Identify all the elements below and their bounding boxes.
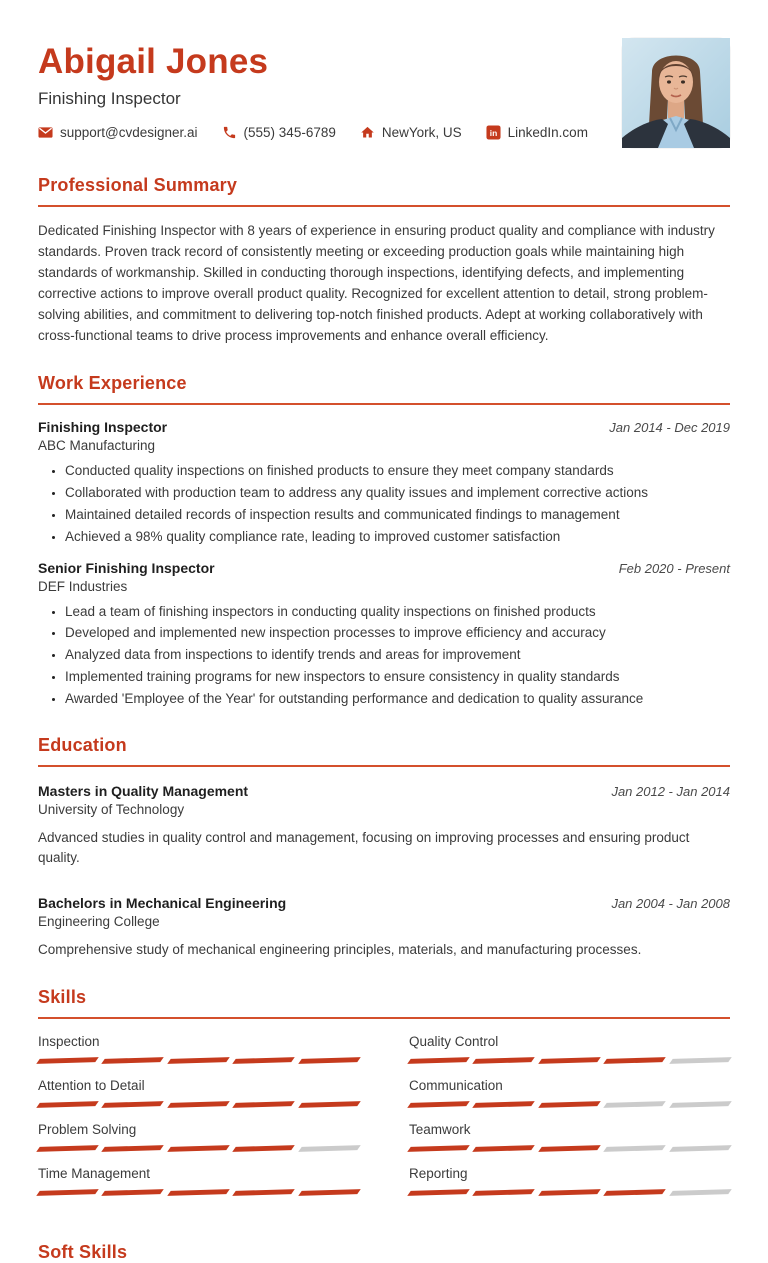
skill-segment-filled bbox=[102, 1058, 165, 1065]
skill-level-bar bbox=[38, 1058, 359, 1063]
section-heading: Professional Summary bbox=[38, 175, 238, 195]
skill-level-bar bbox=[38, 1146, 359, 1151]
skill-segment-filled bbox=[36, 1190, 99, 1197]
job-dates: Jan 2014 - Dec 2019 bbox=[609, 420, 730, 436]
svg-text:in: in bbox=[489, 127, 497, 138]
skill-name: Inspection bbox=[38, 1034, 100, 1050]
skill-level-bar bbox=[38, 1190, 359, 1195]
skill-segment-filled bbox=[473, 1146, 536, 1153]
skill-segment-filled bbox=[298, 1058, 361, 1065]
skill-name: Communication bbox=[409, 1078, 503, 1094]
skill-segment-filled bbox=[36, 1146, 99, 1153]
section-rule bbox=[38, 403, 730, 405]
job-bullet-list bbox=[38, 603, 730, 708]
skill-segment-filled bbox=[167, 1102, 230, 1109]
skill-segment-filled bbox=[603, 1058, 666, 1065]
skill-segment-filled bbox=[407, 1190, 470, 1197]
contact-email[interactable] bbox=[38, 125, 198, 140]
bullet-item: • Lead a team of finishing inspectors in conducting quality inspections on finished products bbox=[65, 603, 730, 621]
skill-segment-empty bbox=[603, 1102, 666, 1109]
linkedin-icon bbox=[486, 125, 501, 140]
skill-segment-filled bbox=[232, 1058, 295, 1065]
email-icon bbox=[38, 125, 53, 140]
contact-row bbox=[38, 125, 588, 140]
skill-item bbox=[409, 1034, 730, 1063]
section-heading: Soft Skills bbox=[38, 1242, 128, 1263]
skill-segment-filled bbox=[232, 1190, 295, 1197]
skill-segment-filled bbox=[232, 1102, 295, 1109]
degree-school: Engineering College bbox=[38, 914, 160, 930]
header-identity bbox=[38, 44, 588, 140]
skill-item bbox=[38, 1122, 359, 1151]
skill-item bbox=[409, 1078, 730, 1107]
skill-segment-filled bbox=[603, 1190, 666, 1197]
skill-name: Problem Solving bbox=[38, 1122, 137, 1138]
skill-name: Time Management bbox=[38, 1166, 151, 1182]
skill-level-bar bbox=[409, 1190, 730, 1195]
skill-name: Quality Control bbox=[409, 1034, 499, 1050]
section-rule bbox=[38, 205, 730, 207]
contact-phone[interactable] bbox=[222, 125, 336, 140]
skill-segment-empty bbox=[298, 1146, 361, 1153]
skill-name: Reporting bbox=[409, 1166, 468, 1182]
skill-segment-filled bbox=[102, 1190, 165, 1197]
skill-item bbox=[38, 1166, 359, 1195]
section-heading: Work Experience bbox=[38, 373, 187, 394]
skill-segment-empty bbox=[669, 1058, 732, 1065]
skill-segment-filled bbox=[298, 1190, 361, 1197]
degree-title: Masters in Quality Management bbox=[38, 782, 249, 799]
skill-segment-filled bbox=[232, 1146, 295, 1153]
skill-segment-filled bbox=[407, 1058, 470, 1065]
contact-location[interactable] bbox=[360, 125, 462, 140]
education-entry bbox=[38, 895, 730, 960]
person-job-title: Finishing Inspector bbox=[38, 88, 181, 108]
bullet-item: • Maintained detailed records of inspection results and communicated findings to management bbox=[65, 506, 730, 524]
skill-segment-empty bbox=[669, 1190, 732, 1197]
skill-segment-filled bbox=[298, 1102, 361, 1109]
section-heading: Education bbox=[38, 734, 127, 755]
degree-description: Comprehensive study of mechanical engineering principles, materials, and manufacturing processes. bbox=[38, 942, 642, 958]
section-skills bbox=[38, 987, 730, 1210]
contact-location-text: NewYork, US bbox=[381, 124, 462, 140]
section-professional-summary bbox=[38, 175, 730, 346]
skill-segment-filled bbox=[167, 1190, 230, 1197]
bullet-item: • Awarded 'Employee of the Year' for outstanding performance and dedication to quality assurance bbox=[65, 690, 730, 708]
person-name: Abigail Jones bbox=[38, 42, 269, 81]
skill-name: Teamwork bbox=[409, 1122, 471, 1138]
skill-segment-filled bbox=[538, 1102, 601, 1109]
contact-phone-text: (555) 345-6789 bbox=[243, 124, 336, 140]
skill-segment-filled bbox=[407, 1102, 470, 1109]
skill-segment-filled bbox=[473, 1058, 536, 1065]
skill-level-bar bbox=[409, 1058, 730, 1063]
skills-grid bbox=[38, 1034, 730, 1210]
skill-item bbox=[38, 1034, 359, 1063]
bullet-item: • Implemented training programs for new inspectors to ensure consistency in quality standards bbox=[65, 668, 730, 686]
resume-header bbox=[38, 44, 730, 148]
skill-segment-filled bbox=[538, 1190, 601, 1197]
skill-segment-empty bbox=[669, 1146, 732, 1153]
job-bullet-list bbox=[38, 462, 730, 545]
job-title: Senior Finishing Inspector bbox=[38, 559, 215, 576]
degree-description: Advanced studies in quality control and management, focusing on improving processes and ensuring product quality. bbox=[38, 829, 690, 865]
contact-linkedin-text: LinkedIn.com bbox=[507, 124, 588, 140]
education-entry bbox=[38, 783, 730, 869]
job-entry bbox=[38, 560, 730, 708]
bullet-item: • Conducted quality inspections on finished products to ensure they meet company standards bbox=[65, 462, 730, 480]
skill-name: Attention to Detail bbox=[38, 1078, 145, 1094]
profile-photo bbox=[622, 38, 730, 148]
skill-item bbox=[38, 1078, 359, 1107]
contact-linkedin[interactable] bbox=[486, 125, 588, 140]
bullet-item: • Collaborated with production team to address any quality issues and implement corrective actions bbox=[65, 484, 730, 502]
home-icon bbox=[360, 125, 375, 140]
bullet-item: • Analyzed data from inspections to identify trends and areas for improvement bbox=[65, 646, 730, 664]
job-entry bbox=[38, 419, 730, 545]
bullet-item: • Developed and implemented new inspection processes to improve efficiency and accuracy bbox=[65, 624, 730, 642]
skill-segment-filled bbox=[407, 1146, 470, 1153]
section-rule bbox=[38, 1017, 730, 1019]
phone-icon bbox=[222, 125, 237, 140]
skill-segment-filled bbox=[167, 1146, 230, 1153]
skill-segment-filled bbox=[102, 1146, 165, 1153]
skill-item bbox=[409, 1122, 730, 1151]
section-soft-skills bbox=[38, 1242, 730, 1263]
degree-dates: Jan 2004 - Jan 2008 bbox=[611, 896, 730, 912]
skill-segment-filled bbox=[36, 1102, 99, 1109]
skill-segment-empty bbox=[603, 1146, 666, 1153]
job-dates: Feb 2020 - Present bbox=[618, 560, 730, 576]
skill-segment-filled bbox=[538, 1146, 601, 1153]
skill-level-bar bbox=[409, 1146, 730, 1151]
skill-item bbox=[409, 1166, 730, 1195]
bullet-item: • Achieved a 98% quality compliance rate, leading to improved customer satisfaction bbox=[65, 528, 730, 546]
skill-segment-empty bbox=[669, 1102, 732, 1109]
job-title: Finishing Inspector bbox=[38, 419, 168, 436]
job-company: DEF Industries bbox=[38, 578, 128, 594]
job-company: ABC Manufacturing bbox=[38, 438, 156, 454]
section-heading: Skills bbox=[38, 987, 87, 1008]
skill-segment-filled bbox=[473, 1190, 536, 1197]
degree-dates: Jan 2012 - Jan 2014 bbox=[611, 783, 730, 799]
skill-segment-filled bbox=[167, 1058, 230, 1065]
skill-segment-filled bbox=[36, 1058, 99, 1065]
section-education bbox=[38, 735, 730, 961]
skill-level-bar bbox=[38, 1102, 359, 1107]
skill-segment-filled bbox=[473, 1102, 536, 1109]
contact-email-text: support@cvdesigner.ai bbox=[60, 124, 198, 140]
skill-segment-filled bbox=[102, 1102, 165, 1109]
skill-level-bar bbox=[409, 1102, 730, 1107]
skill-segment-filled bbox=[538, 1058, 601, 1065]
skills-column-left bbox=[38, 1034, 359, 1210]
section-rule bbox=[38, 765, 730, 767]
degree-title: Bachelors in Mechanical Engineering bbox=[38, 895, 287, 912]
degree-school: University of Technology bbox=[38, 801, 185, 817]
summary-text: Dedicated Finishing Inspector with 8 years of experience in ensuring product quality and compliance with industry standards. Proven track record of consistently meeting or exceeding production goals while maintaining high standards of workmanship. Skilled in conducting thorough inspections, identifying defects, and implementing corrective actions to improve overall product quality. Recognized for excellent attention to detail, strong problem-solving abilities, and commitment to delivering top-notch finished products. Adept at working collaboratively with cross-functional teams to drive process improvements and enhance overall efficiency. bbox=[38, 223, 715, 344]
section-work-experience bbox=[38, 373, 730, 707]
skills-column-right bbox=[409, 1034, 730, 1210]
